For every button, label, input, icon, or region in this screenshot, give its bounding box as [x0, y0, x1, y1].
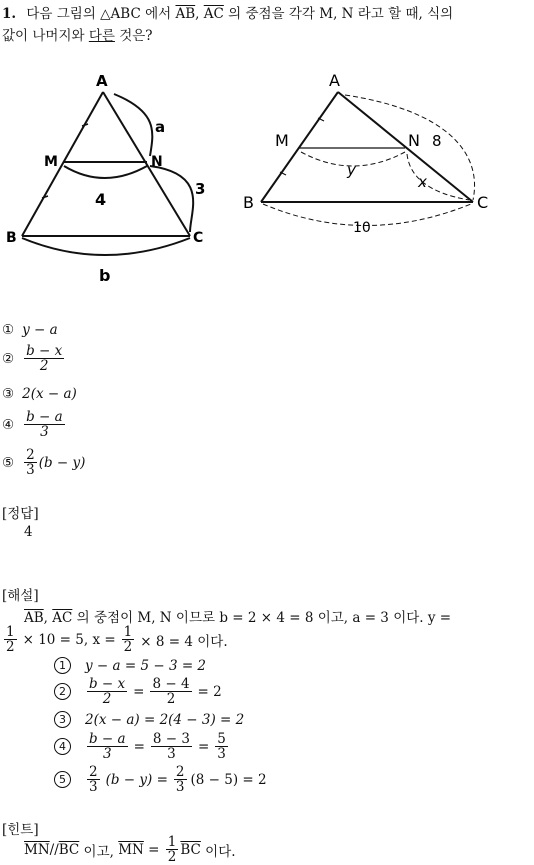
- label-four: 4: [95, 190, 107, 209]
- segment-ac: $\overline{AC}$: [52, 610, 73, 626]
- segment-mn: $\overline{MN}$: [24, 841, 50, 858]
- option-expr: 2(x − a): [22, 386, 77, 402]
- numerator: b − x: [89, 676, 126, 692]
- brace-b: [22, 238, 190, 255]
- numerator: b − a: [89, 731, 126, 747]
- denominator: 2: [6, 639, 15, 656]
- fraction-half: [4, 625, 17, 654]
- numerator: 5: [217, 731, 226, 747]
- underlined-word: 다른: [88, 28, 115, 44]
- solution-tail: (8 − 5) = 2: [190, 771, 267, 788]
- explanation-text: 의 중점이 M, N 이므로 b = 2 × 4 = 8 이고, a = 3 이다. y =: [72, 610, 452, 626]
- label-c-vertex: C: [193, 230, 204, 246]
- fraction: [87, 765, 100, 794]
- option-mark: ③: [2, 386, 15, 402]
- solution-mark: 4: [54, 738, 71, 755]
- option-mark: ②: [2, 350, 15, 367]
- numerator: 2: [175, 764, 185, 780]
- fraction: [151, 732, 192, 761]
- denominator: 3: [175, 779, 185, 796]
- option-fraction: [24, 448, 37, 477]
- brace-a: [114, 94, 152, 156]
- explanation-line-2: [2, 625, 228, 654]
- segment-ac: $\overline{AC}$: [203, 6, 224, 22]
- side-ac: [103, 92, 190, 236]
- numerator: 1: [6, 624, 15, 640]
- label-three: 3: [195, 180, 206, 198]
- option-mark: ⑤: [2, 454, 15, 471]
- equals: =: [197, 738, 210, 755]
- denominator: 2: [166, 691, 176, 708]
- denominator: 3: [26, 462, 35, 479]
- option-3[interactable]: [2, 386, 77, 402]
- equals: =: [133, 738, 145, 755]
- fraction: [87, 732, 128, 761]
- option-expr: y − a: [22, 322, 58, 338]
- denominator: 3: [167, 746, 176, 763]
- solution-1: [54, 657, 206, 674]
- option-1[interactable]: [2, 322, 58, 338]
- numerator: 2: [26, 447, 35, 463]
- fraction-half: [122, 625, 135, 654]
- denominator: 2: [167, 849, 177, 865]
- solution-expr: y − a = 5 − 3 = 2: [85, 657, 207, 674]
- label-c-vertex: C: [477, 193, 489, 212]
- option-4[interactable]: [2, 410, 67, 439]
- question-line-2-pre: 값이 나머지와: [2, 28, 89, 44]
- dashed-arc-x: [407, 154, 469, 200]
- side-ac: [338, 92, 473, 202]
- explanation-line-1: [24, 606, 451, 626]
- label-m: M: [44, 154, 58, 170]
- question-text-tail: 의 중점을 각각 M, N 라고 할 때, 식의: [223, 6, 454, 22]
- comma: ,: [195, 6, 204, 22]
- solution-mark: 5: [54, 771, 71, 788]
- hint-text: 이고,: [79, 843, 119, 860]
- fraction: [87, 677, 127, 706]
- solution-mid: (b − y) =: [105, 771, 168, 788]
- fraction: [150, 677, 191, 706]
- solution-2: [54, 677, 222, 706]
- numerator: b − a: [26, 409, 63, 425]
- segment-bc: $\overline{BC}$: [58, 841, 80, 858]
- question-number: 1.: [2, 6, 17, 22]
- segment-mn: $\overline{MN}$: [118, 841, 144, 858]
- label-a-vertex: A: [329, 71, 340, 90]
- fraction: [174, 765, 187, 794]
- label-b-vertex: B: [243, 193, 254, 212]
- side-ab: [261, 92, 338, 202]
- solution-mark: 1: [54, 657, 71, 674]
- solution-3: [54, 711, 244, 728]
- question-line-1: [2, 2, 453, 22]
- label-b-length: b: [99, 266, 111, 285]
- answer-value: 4: [24, 524, 33, 540]
- option-fraction: [24, 344, 64, 373]
- numerator: b − x: [26, 343, 63, 359]
- label-y: y: [347, 161, 356, 179]
- numerator: 8 − 4: [152, 676, 190, 692]
- solution-mark: 3: [54, 711, 71, 728]
- parallel-sign: //: [49, 841, 59, 858]
- numerator: 1: [123, 624, 133, 640]
- solution-4: [54, 732, 230, 761]
- label-eight: 8: [432, 132, 442, 150]
- denominator: 2: [102, 691, 112, 708]
- option-mark: ④: [2, 416, 15, 433]
- segment-ab: $\overline{AB}$: [175, 6, 196, 22]
- solution-5: [54, 765, 267, 794]
- label-n: N: [408, 131, 420, 150]
- numerator: 2: [89, 764, 98, 780]
- denominator: 2: [123, 639, 133, 656]
- solution-expr: 2(x − a) = 2(4 − 3) = 2: [85, 711, 245, 728]
- denominator: 2: [39, 358, 49, 375]
- label-n: N: [151, 154, 163, 170]
- segment-bc: $\overline{BC}$: [180, 841, 201, 858]
- equals: =: [143, 841, 164, 858]
- figure-right: [235, 62, 500, 242]
- equals: =: [133, 683, 145, 700]
- brace-3: [150, 166, 193, 232]
- question-line-2: [2, 24, 153, 44]
- side-ab: [22, 92, 103, 236]
- option-fraction: [24, 410, 65, 439]
- question-text: 다음 그림의 △ABC 에서: [26, 6, 176, 22]
- denominator: 3: [89, 779, 98, 796]
- segment-ab: $\overline{AB}$: [24, 610, 44, 626]
- label-b-vertex: B: [6, 230, 17, 246]
- denominator: 3: [103, 746, 112, 763]
- label-m: M: [275, 131, 289, 150]
- question-line-2-post: 것은?: [114, 28, 153, 44]
- denominator: 3: [40, 424, 49, 441]
- label-a-vertex: A: [96, 72, 108, 90]
- denominator: 3: [217, 746, 226, 763]
- option-tail: (b − y): [38, 454, 86, 471]
- comma: ,: [43, 610, 53, 626]
- solution-mark: 2: [54, 683, 71, 700]
- solution-tail: = 2: [197, 683, 222, 700]
- brace-4: [64, 166, 147, 178]
- numerator: 1: [167, 834, 177, 850]
- explanation-text: × 10 = 5, x =: [22, 631, 116, 648]
- option-mark: ①: [2, 322, 15, 338]
- label-a-length: a: [155, 118, 166, 136]
- fraction-half: [166, 835, 179, 864]
- hint-heading: [힌트]: [2, 822, 39, 838]
- numerator: 8 − 3: [152, 731, 190, 747]
- option-2[interactable]: [2, 344, 66, 373]
- label-ten: 10: [353, 220, 371, 236]
- hint-text: 이다.: [200, 843, 236, 860]
- fraction: [215, 732, 228, 761]
- label-x: x: [418, 173, 427, 191]
- answer-heading: [정답]: [2, 506, 39, 522]
- hint-line: [24, 835, 236, 864]
- figure-left: [0, 62, 230, 287]
- option-5[interactable]: [2, 448, 85, 477]
- explanation-heading: [해설]: [2, 588, 39, 604]
- explanation-text: × 8 = 4 이다.: [140, 633, 228, 650]
